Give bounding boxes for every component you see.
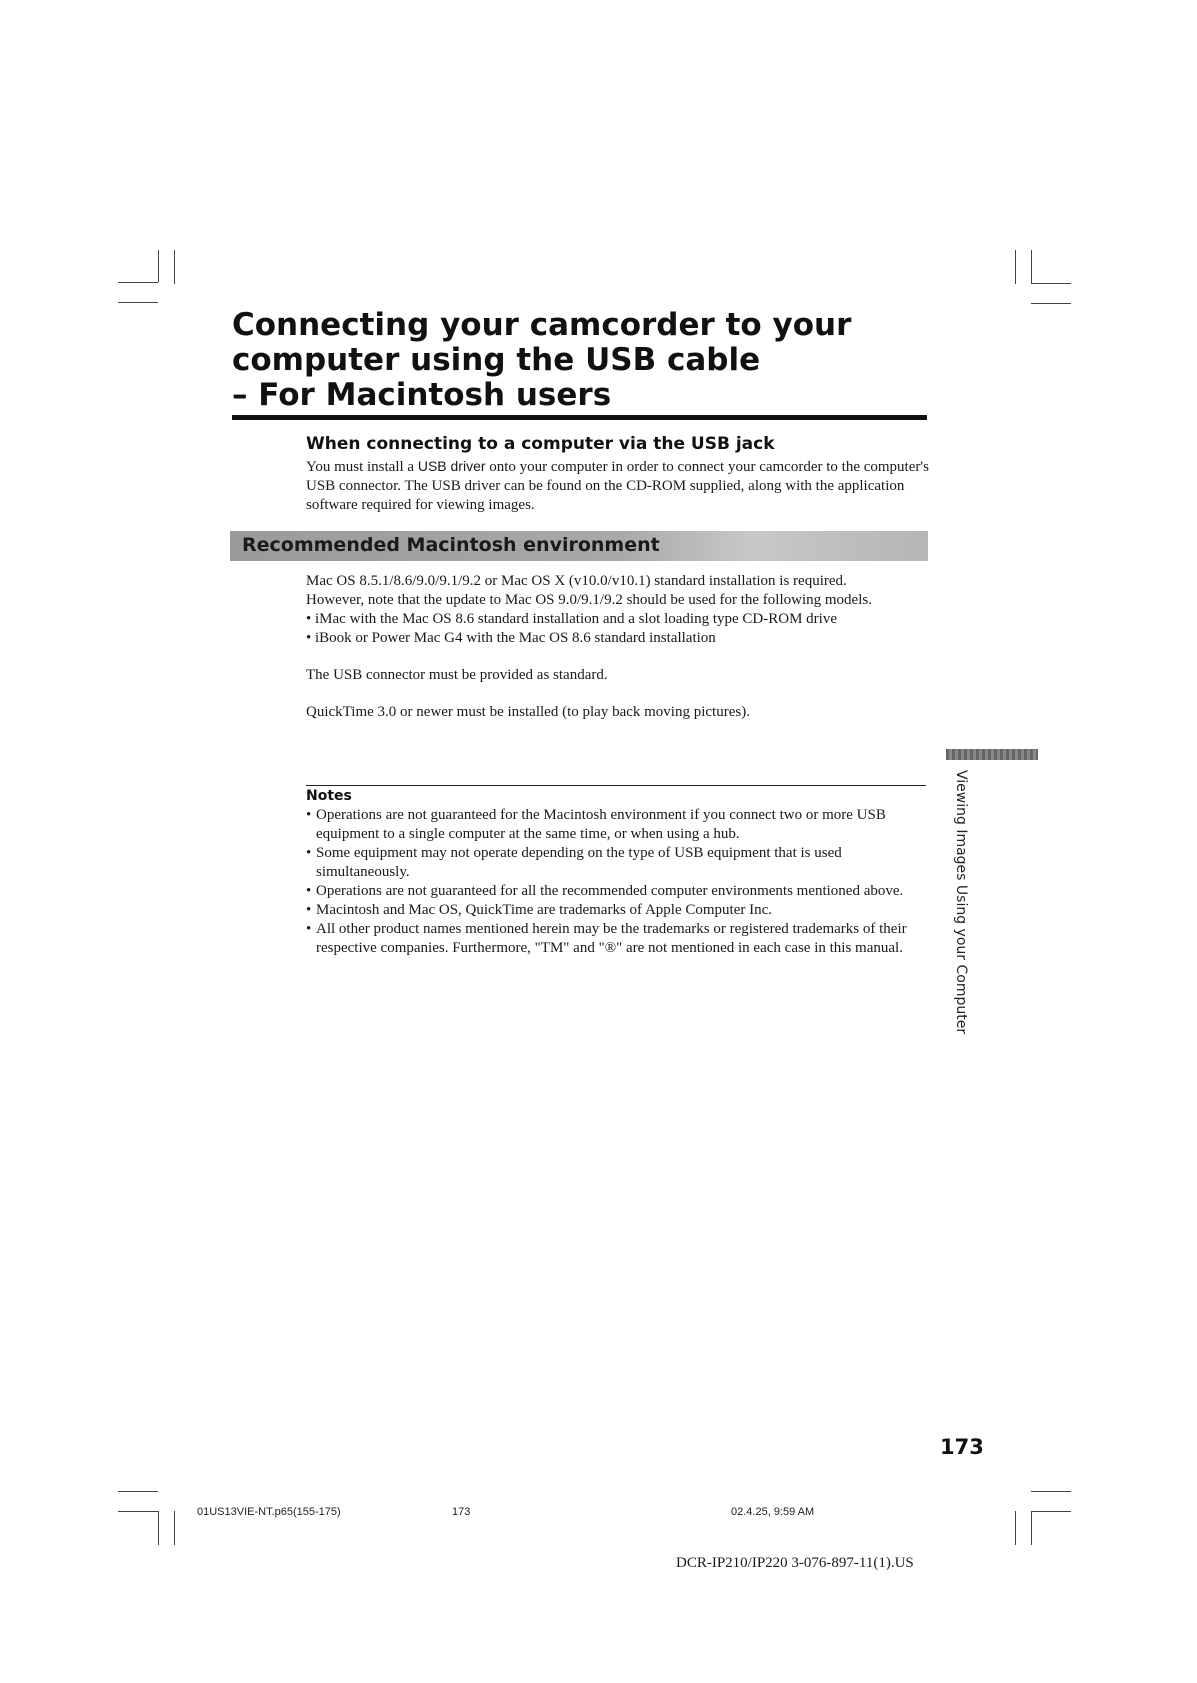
title-line-3: – For Macintosh users bbox=[232, 377, 612, 413]
crop-mark bbox=[158, 1511, 159, 1545]
crop-mark bbox=[158, 250, 159, 282]
crop-mark bbox=[1031, 303, 1071, 304]
title-line-2: computer using the USB cable bbox=[232, 342, 761, 378]
note-item: • Macintosh and Mac OS, QuickTime are trademarks of Apple Computer Inc. bbox=[306, 901, 926, 920]
notes-list bbox=[306, 806, 926, 958]
crop-mark bbox=[1031, 1511, 1071, 1512]
environment-paragraph: QuickTime 3.0 or newer must be installed (to play back moving pictures). bbox=[306, 704, 750, 720]
page-title bbox=[232, 308, 932, 413]
crop-mark bbox=[1031, 1511, 1032, 1545]
environment-bullet: • iBook or Power Mac G4 with the Mac OS 8.6 standard installation bbox=[306, 630, 716, 646]
crop-mark bbox=[118, 302, 158, 303]
crop-mark bbox=[1031, 283, 1071, 284]
side-section-label-text: Viewing Images Using your Computer bbox=[953, 770, 969, 1035]
crop-mark bbox=[1015, 250, 1016, 284]
footer-page: 173 bbox=[452, 1506, 471, 1518]
title-line-1: Connecting your camcorder to your bbox=[232, 307, 852, 343]
crop-mark bbox=[118, 1511, 158, 1512]
intro-paragraph bbox=[306, 457, 936, 515]
notes-heading: Notes bbox=[306, 788, 352, 804]
crop-mark bbox=[118, 282, 158, 283]
intro-text-start: You must install a bbox=[306, 459, 418, 475]
intro-text-end: onto your computer in order to connect your camcorder to the computer's USB connector. The USB driver can be found on the CD-ROM supplied, along with the application software required for viewing images. bbox=[306, 459, 929, 513]
note-item: • Operations are not guaranteed for all the recommended computer environments mentioned above. bbox=[306, 882, 926, 901]
section-heading-bar bbox=[230, 531, 928, 561]
environment-paragraph: However, note that the update to Mac OS 9.0/9.1/9.2 should be used for the following models. bbox=[306, 592, 872, 608]
side-tab-marker bbox=[946, 749, 1038, 760]
crop-mark bbox=[174, 1511, 175, 1545]
footer-file-name: 01US13VIE-NT.p65(155-175) bbox=[197, 1506, 341, 1518]
notes-rule bbox=[306, 785, 926, 786]
note-item: • All other product names mentioned herein may be the trademarks or registered trademarks of their respective companies. Furthermore, "TM" and "®" are not mentioned in each case in this manual. bbox=[306, 920, 926, 958]
intro-text-bold: USB driver bbox=[417, 458, 486, 474]
note-item: • Operations are not guaranteed for the Macintosh environment if you connect two or more USB equipment to a single computer at the same time, or when using a hub. bbox=[306, 806, 926, 844]
crop-mark bbox=[118, 1491, 158, 1492]
environment-paragraph: The USB connector must be provided as standard. bbox=[306, 667, 608, 683]
crop-mark bbox=[1015, 1511, 1016, 1545]
page-number: 173 bbox=[940, 1435, 984, 1459]
crop-mark bbox=[1031, 1491, 1071, 1492]
environment-paragraph: Mac OS 8.5.1/8.6/9.0/9.1/9.2 or Mac OS X (v10.0/v10.1) standard installation is required. bbox=[306, 573, 847, 589]
section-heading: Recommended Macintosh environment bbox=[242, 534, 660, 556]
intro-heading: When connecting to a computer via the USB jack bbox=[306, 434, 775, 454]
title-rule bbox=[232, 415, 927, 420]
environment-body bbox=[306, 572, 946, 722]
crop-mark bbox=[1031, 250, 1032, 284]
note-item: • Some equipment may not operate depending on the type of USB equipment that is used simultaneously. bbox=[306, 844, 926, 882]
crop-mark bbox=[174, 250, 175, 284]
footer-datetime: 02.4.25, 9:59 AM bbox=[731, 1506, 815, 1518]
model-code: DCR-IP210/IP220 3-076-897-11(1).US bbox=[676, 1555, 914, 1571]
side-section-label bbox=[949, 770, 973, 1035]
environment-bullet: • iMac with the Mac OS 8.6 standard installation and a slot loading type CD-ROM drive bbox=[306, 611, 837, 627]
